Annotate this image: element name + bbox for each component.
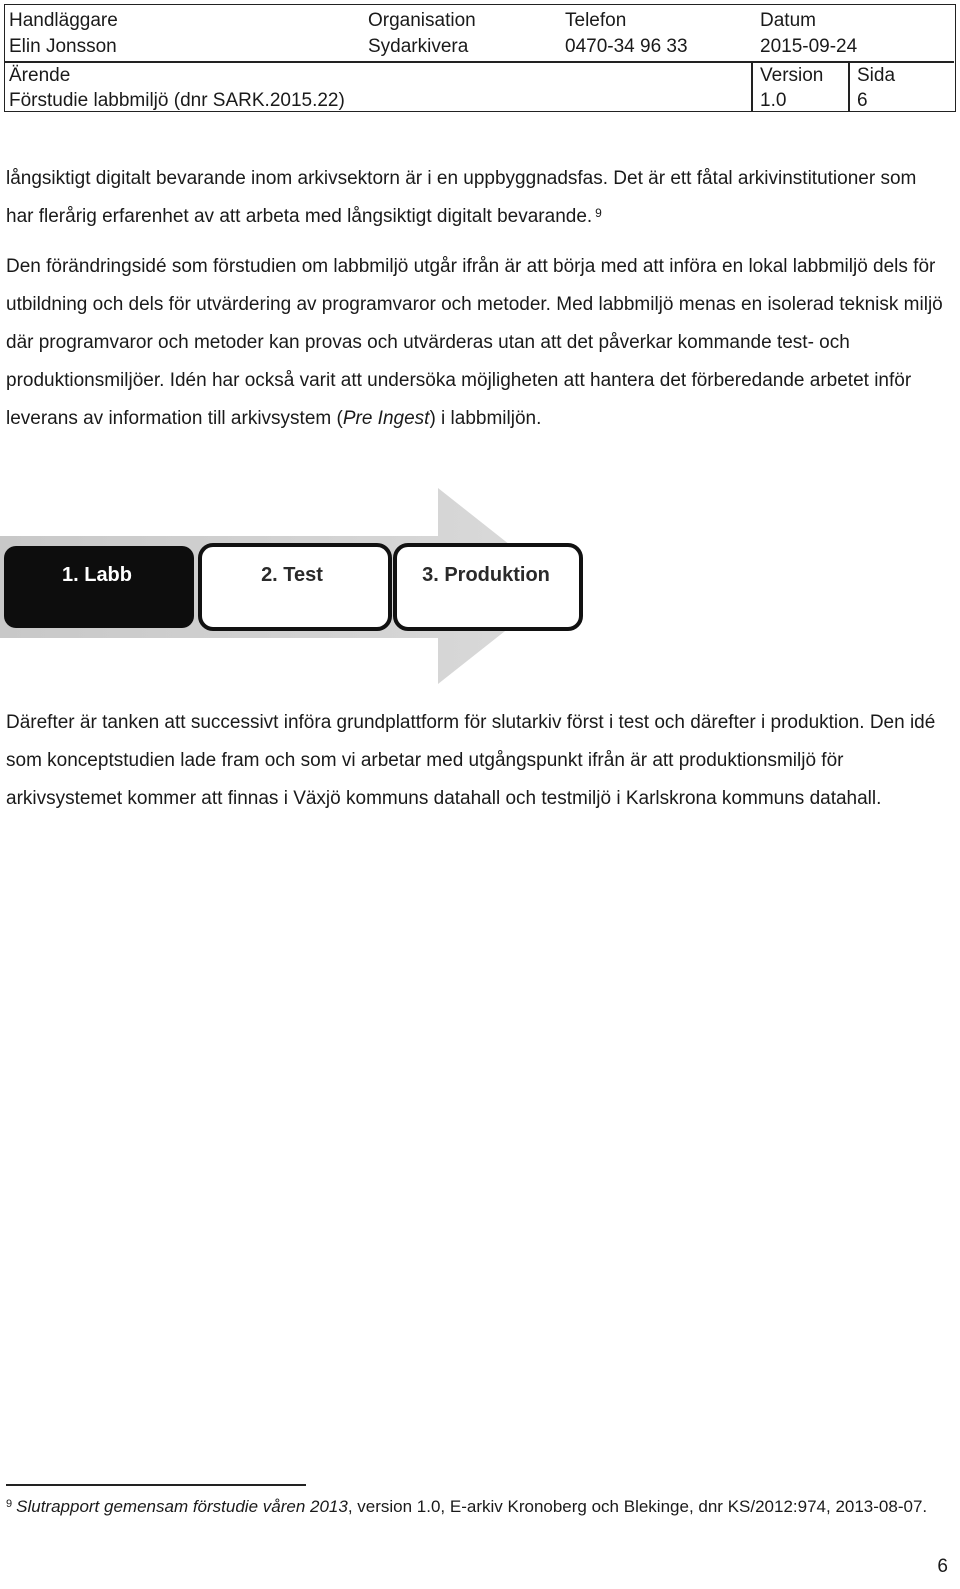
step-2-box <box>200 545 390 629</box>
step-2-label: 2. Test <box>261 564 323 586</box>
step-1-box <box>4 546 194 628</box>
handlaggare-value: Elin Jonsson <box>9 36 117 57</box>
organisation-value: Sydarkivera <box>368 36 469 57</box>
header-divider-v1 <box>751 61 753 111</box>
footnote-rest: , version 1.0, E-arkiv Kronoberg och Blekinge, dnr KS/2012:974, 2013-08-07. <box>347 1497 928 1516</box>
paragraph-2-text-a: Den förändringsidé som förstudien om labbmiljö utgår ifrån är att börja med att införa en lokal labbmiljö dels för utbildning och dels för utvärdering av programvaror och metoder. Med labbmiljö menas en isolerad teknisk miljö där programvaror och metoder kan provas och utvärderas utan att det påverkar kommande test- och produktionsmiljöer. Idén har också varit att undersöka möjligheten att hantera det förberedande arbetet inför leverans av information till arkivsystem ( <box>6 256 943 429</box>
footnote-ref-9[interactable]: 9 <box>595 206 602 220</box>
arende-value: Förstudie labbmiljö (dnr SARK.2015.22) <box>9 90 345 111</box>
telefon-value: 0470-34 96 33 <box>565 36 688 57</box>
sida-label: Sida <box>857 65 896 86</box>
header-divider-v2 <box>848 61 850 111</box>
paragraph-2-text-b: ) i labbmiljön. <box>429 408 542 429</box>
document-header <box>4 4 956 112</box>
step-3-box <box>395 545 581 629</box>
environment-diagram <box>0 488 620 688</box>
version-label: Version <box>760 65 824 86</box>
datum-label: Datum <box>760 10 816 31</box>
footnote-9 <box>6 1494 946 1519</box>
footnote-separator <box>6 1484 306 1486</box>
arende-label: Ärende <box>9 65 71 86</box>
step-3-label: 3. Produktion <box>422 564 550 586</box>
paragraph-1 <box>6 160 946 236</box>
footnote-title: Slutrapport gemensam förstudie våren 2013 <box>16 1497 348 1516</box>
footnote-number: 9 <box>6 1498 13 1510</box>
pre-ingest-term: Pre Ingest <box>342 408 430 429</box>
paragraph-2 <box>6 248 946 438</box>
datum-value: 2015-09-24 <box>760 36 858 57</box>
organisation-label: Organisation <box>368 10 476 31</box>
telefon-label: Telefon <box>565 10 627 31</box>
handlaggare-label: Handläggare <box>9 10 118 31</box>
step-1-label: 1. Labb <box>61 564 133 586</box>
sida-value: 6 <box>857 90 868 111</box>
page-number: 6 <box>937 1556 948 1577</box>
paragraph-3: Därefter är tanken att successivt införa grundplattform för slutarkiv först i test och därefter i produktion. Den idé som konceptstudien lade fram och som vi arbetar med utgångspunkt ifrån är att produktionsmiljö för arkivsystemet kommer att finnas i Växjö kommuns datahall och testmiljö i Karlskrona kommuns datahall. <box>6 712 936 809</box>
paragraph-1-text: långsiktigt digitalt bevarande inom arkivsektorn är i en uppbyggnadsfas. Det är ett fåtal arkivinstitutioner som har flerårig erfarenhet av att arbeta med långsiktigt digitalt bevarande. <box>6 168 917 227</box>
version-value: 1.0 <box>760 90 787 111</box>
